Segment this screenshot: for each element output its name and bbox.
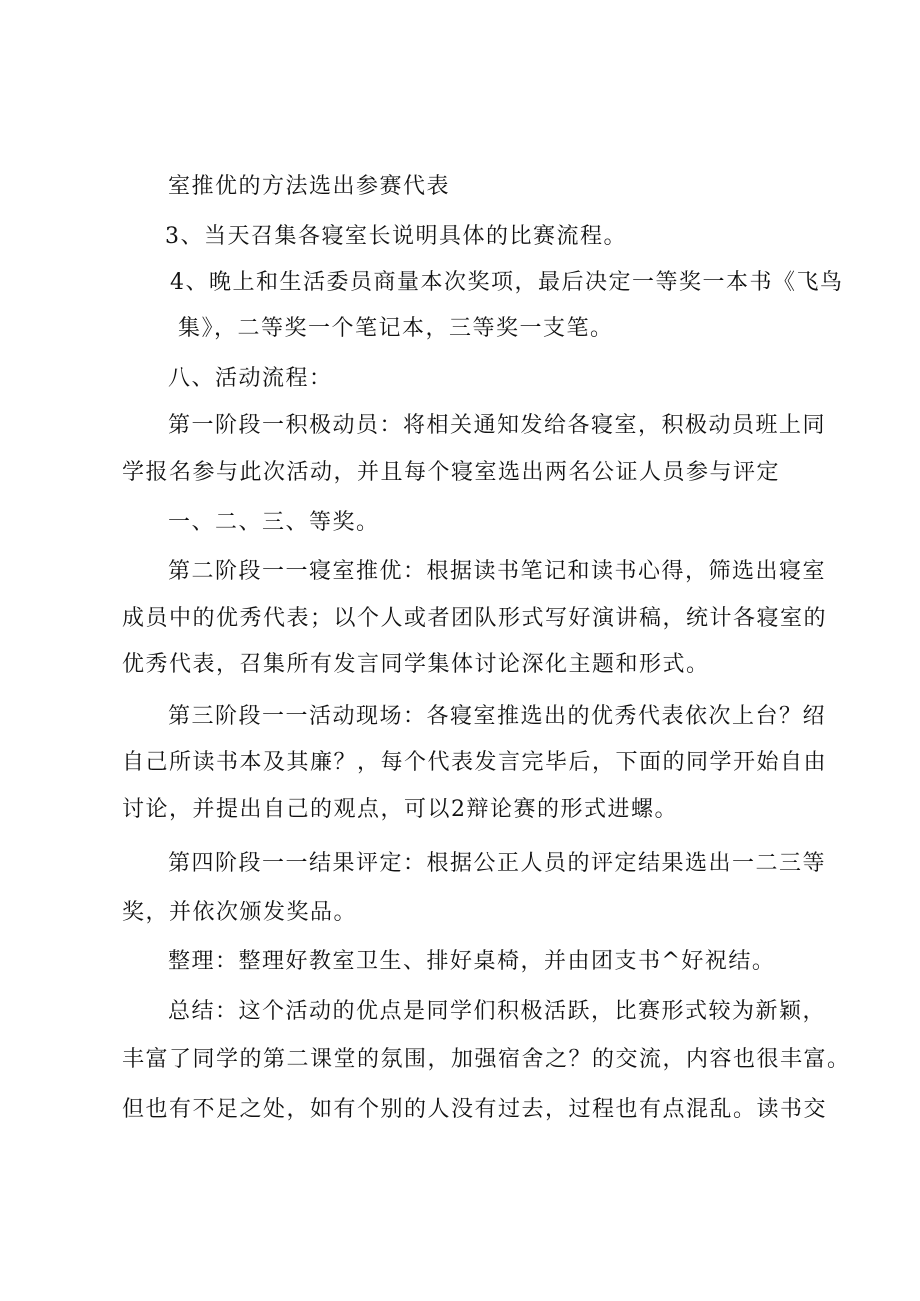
text-line: 3、当天召集各寝室长说明具体的比赛流程。 [165,224,627,249]
text-line: 4、晚上和生活委员商量本次奖项，最后决定一等奖一本书《飞鸟 [170,270,844,295]
text-line: 奖，并依次颁发奖品。 [122,900,358,925]
text-line: 总结：这个活动的优点是同学们积极活跃，比赛形式较为新颖， [168,999,827,1024]
text-line: 学报名参与此次活动，并且每个寝室选出两名公证人员参与评定 [122,460,781,485]
text-line: 丰富了同学的第二课堂的氛围，加强宿舍之？的交流，内容也很丰富。 [122,1047,851,1072]
text-line: 第二阶段一一寝室推优：根据读书笔记和读书心得，筛选出寝室 [168,559,827,584]
text-line: 第一阶段一积极动员：将相关通知发给各寝室，积极动员班上同 [168,413,827,438]
text-line: 整理：整理好教室卫生、排好桌椅，并由团支书^好祝结。 [168,949,776,974]
text-line: 成员中的优秀代表；以个人或者团队形式写好演讲稿，统计各寝室的 [122,606,828,631]
text-line: 第四阶段一一结果评定：根据公正人员的评定结果选出一二三等 [168,851,827,876]
text-line: 第三阶段一一活动现场：各寝室推选出的优秀代表依次上台？绍 [168,704,827,729]
text-line: 但也有不足之处，如有个别的人没有过去，过程也有点混乱。读书交 [122,1097,828,1122]
text-line: 自己所读书本及其廉？，每个代表发言完毕后，下面的同学开始自由 [122,750,828,775]
text-line: 集》，二等奖一个笔记本，三等奖一支笔。 [178,316,614,341]
text-line: 室推优的方法选出参赛代表 [168,174,451,199]
text-line: 讨论，并提出自己的观点，可以2辩论赛的形式进螺。 [122,797,678,822]
section-heading: 八、活动流程： [168,366,333,391]
text-line: 优秀代表，召集所有发言同学集体讨论深化主题和形式。 [122,652,710,677]
text-line: 一、二、三、等奖。 [168,510,380,535]
